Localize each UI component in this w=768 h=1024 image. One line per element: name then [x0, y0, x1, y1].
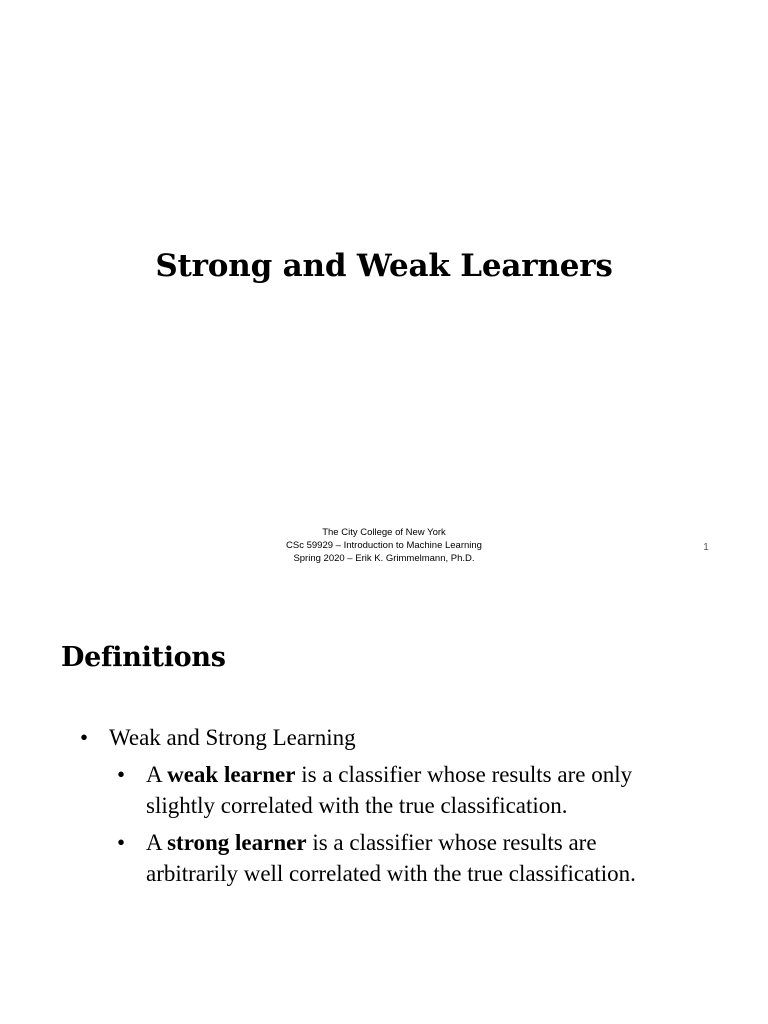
bullet-text	[146, 827, 686, 889]
footer-line-term-instructor: Spring 2020 – Erik K. Grimmelmann, Ph.D.	[293, 553, 475, 564]
bullet-marker: •	[117, 830, 126, 855]
bullet-text: Weak and Strong Learning	[109, 725, 356, 750]
slide-2-title: Definitions	[61, 642, 226, 673]
bullet-text-lead: A	[146, 830, 168, 855]
bold-term-strong-learner: strong learner	[167, 830, 307, 855]
slide-2	[0, 588, 768, 1024]
footer-line-college: The City College of New York	[322, 527, 446, 538]
slide-number: 1	[703, 542, 709, 553]
bullet-marker: •	[80, 725, 89, 750]
bullet-list	[0, 722, 768, 889]
footer-line-course: CSc 59929 – Introduction to Machine Learning	[286, 540, 482, 551]
bullet-text	[146, 759, 686, 821]
bold-term-weak-learner: weak learner	[167, 762, 296, 787]
sub-bullet-item-strong-learner	[0, 827, 768, 889]
sub-bullet-item-weak-learner	[0, 759, 768, 821]
bullet-text-rest: is a classifier whose results are only slightly correlated with the true classification.	[146, 762, 633, 818]
bullet-marker: •	[117, 762, 126, 787]
slide-1-title: Strong and Weak Learners	[155, 248, 613, 284]
slide-footer	[0, 526, 768, 565]
bullet-text-lead: A	[146, 762, 168, 787]
bullet-text-rest: is a classifier whose results are arbitrarily well correlated with the true classification.	[146, 830, 636, 886]
bullet-item-weak-strong-learning	[0, 722, 768, 753]
